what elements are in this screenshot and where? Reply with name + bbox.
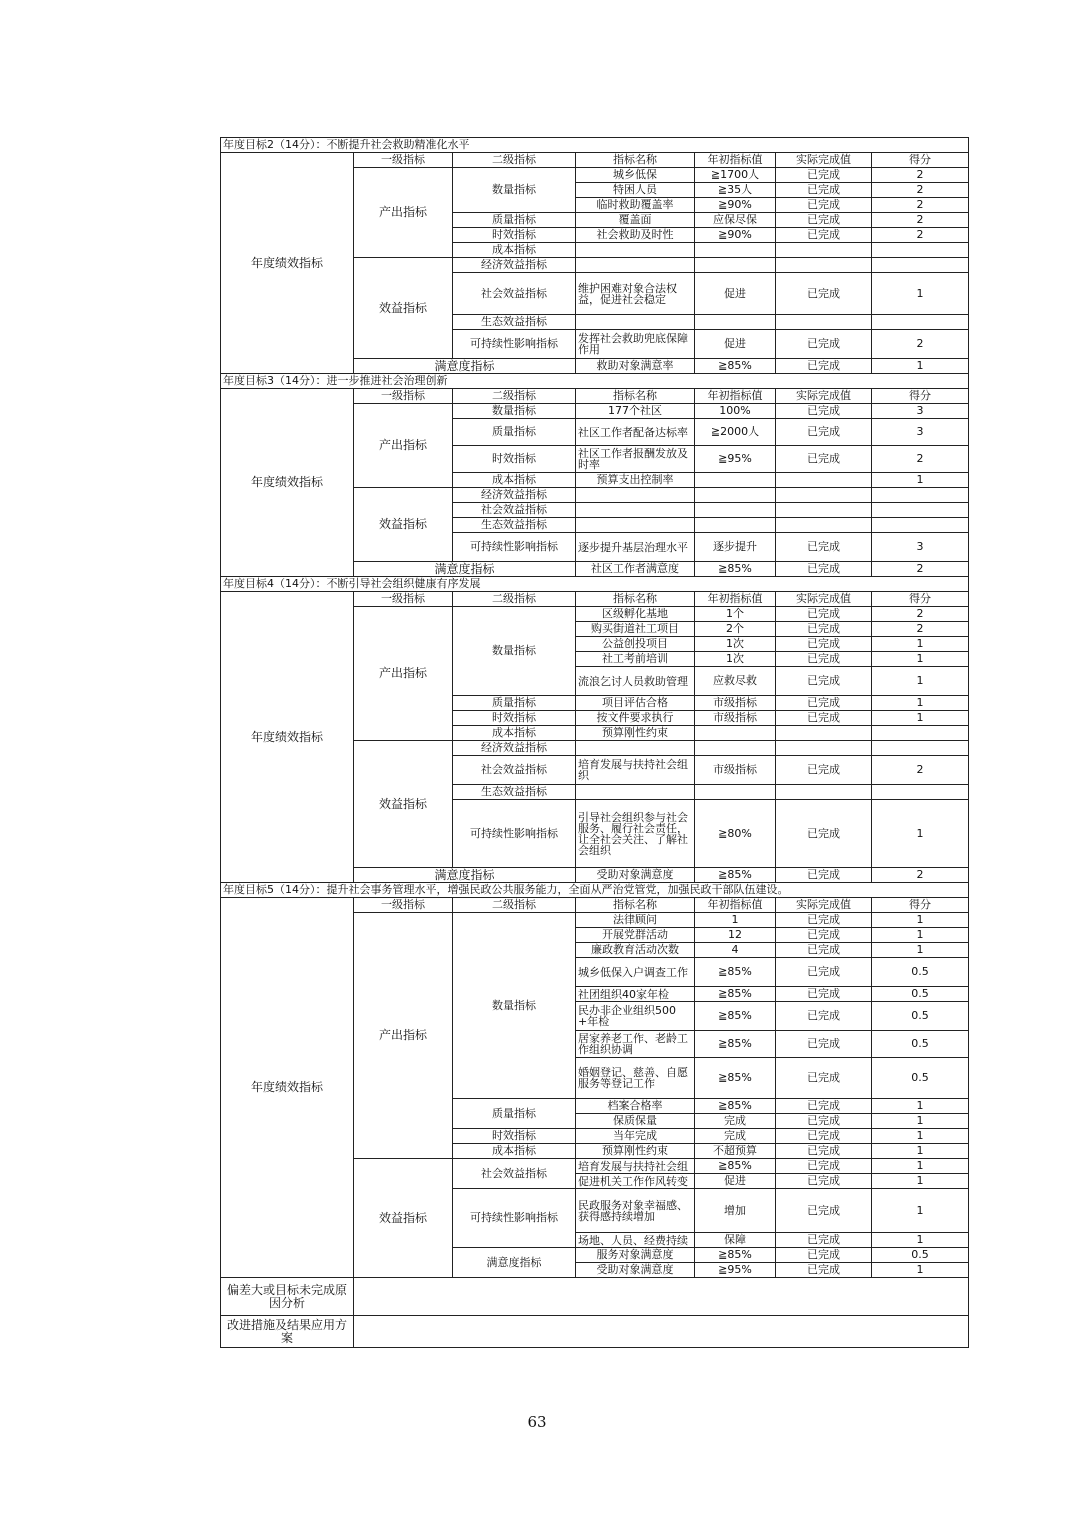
target-value: ≧85% [695,359,776,374]
actual-value: 已完成 [776,273,872,315]
level2-indicator: 时效指标 [453,711,576,726]
actual-value: 已完成 [776,987,872,1002]
header-cell: 得分 [872,898,969,913]
goal-title: 年度目标4（14分）：不断引导社会组织健康有序发展 [221,577,969,592]
actual-value: 已完成 [776,198,872,213]
level2-indicator: 数量指标 [453,913,576,1099]
target-value: ≧85% [695,562,776,577]
indicator-name: 民政服务对象幸福感、获得感持续增加 [576,1189,695,1233]
score: 2 [872,446,969,473]
actual-value: 已完成 [776,404,872,419]
header-cell: 实际完成值 [776,592,872,607]
indicator-name [576,741,695,756]
level2-indicator: 质量指标 [453,1099,576,1129]
header-cell: 年初指标值 [695,153,776,168]
indicator-name: 民办非企业组织500+年检 [576,1002,695,1031]
target-value: ≧2000人 [695,419,776,446]
indicator-name: 预算支出控制率 [576,473,695,488]
actual-value: 已完成 [776,928,872,943]
goal-title: 年度目标3（14分）：进一步推进社会治理创新 [221,374,969,389]
target-value: 12 [695,928,776,943]
performance-table [220,137,969,1348]
indicator-name: 社区工作者配备达标率 [576,419,695,446]
actual-value: 已完成 [776,1189,872,1233]
score [872,518,969,533]
level2-indicator: 数量指标 [453,404,576,419]
level2-indicator: 时效指标 [453,228,576,243]
score: 0.5 [872,1031,969,1058]
actual-value [776,243,872,258]
score: 2 [872,607,969,622]
indicator-name: 流浪乞讨人员救助管理 [576,667,695,696]
actual-value: 已完成 [776,533,872,562]
indicator-name: 逐步提升基层治理水平 [576,533,695,562]
header-cell: 一级指标 [354,592,453,607]
indicator-name [576,315,695,330]
actual-value [776,726,872,741]
indicator-name [576,488,695,503]
level2-indicator: 社会效益指标 [453,273,576,315]
perf-indicator-label: 年度绩效指标 [221,153,354,374]
actual-value: 已完成 [776,1159,872,1174]
score: 1 [872,637,969,652]
target-value: 1次 [695,652,776,667]
score: 2 [872,198,969,213]
indicator-name: 促进机关工作作风转变 [576,1174,695,1189]
indicator-name [576,258,695,273]
actual-value: 已完成 [776,562,872,577]
score: 0.5 [872,958,969,987]
target-value: 保障 [695,1233,776,1248]
target-value: ≧90% [695,228,776,243]
actual-value: 已完成 [776,228,872,243]
level1-indicator: 满意度指标 [354,868,576,883]
indicator-name: 临时救助覆盖率 [576,198,695,213]
score: 0.5 [872,1058,969,1099]
target-value: ≧85% [695,1099,776,1114]
target-value: 1次 [695,637,776,652]
level2-indicator: 社会效益指标 [453,756,576,785]
target-value: ≧95% [695,1263,776,1278]
level1-indicator: 产出指标 [354,404,453,488]
indicator-name: 档案合格率 [576,1099,695,1114]
target-value: 应保尽保 [695,213,776,228]
target-value [695,503,776,518]
indicator-name: 购买街道社工项目 [576,622,695,637]
target-value [695,315,776,330]
level1-indicator: 效益指标 [354,488,453,562]
indicator-name: 区级孵化基地 [576,607,695,622]
score: 3 [872,533,969,562]
level1-indicator: 效益指标 [354,1159,453,1278]
level2-indicator: 经济效益指标 [453,741,576,756]
actual-value: 已完成 [776,1263,872,1278]
actual-value: 已完成 [776,168,872,183]
actual-value [776,473,872,488]
actual-value: 已完成 [776,800,872,868]
level2-indicator: 可持续性影响指标 [453,533,576,562]
actual-value [776,785,872,800]
target-value [695,473,776,488]
improvement-plan-value [354,1316,969,1348]
score: 2 [872,868,969,883]
level1-indicator: 满意度指标 [354,562,576,577]
perf-indicator-label: 年度绩效指标 [221,389,354,577]
goal-title: 年度目标5（14分）：提升社会事务管理水平，增强民政公共服务能力，全面从严治党管党，加强民政干部队伍建设。 [221,883,969,898]
indicator-name [576,518,695,533]
indicator-name: 177个社区 [576,404,695,419]
score: 1 [872,1159,969,1174]
actual-value: 已完成 [776,1099,872,1114]
improvement-plan-label: 改进措施及结果应用方案 [221,1316,354,1348]
level2-indicator: 社会效益指标 [453,1159,576,1189]
score: 1 [872,696,969,711]
score: 1 [872,1099,969,1114]
header-cell: 实际完成值 [776,898,872,913]
level1-indicator: 效益指标 [354,741,453,868]
actual-value: 已完成 [776,1031,872,1058]
header-cell: 指标名称 [576,153,695,168]
header-cell: 指标名称 [576,592,695,607]
score: 1 [872,473,969,488]
score: 2 [872,622,969,637]
indicator-name: 社团组织40家年检 [576,987,695,1002]
header-cell: 指标名称 [576,898,695,913]
score: 2 [872,183,969,198]
score: 1 [872,1233,969,1248]
score: 1 [872,652,969,667]
target-value [695,741,776,756]
indicator-name: 社区工作者满意度 [576,562,695,577]
indicator-name: 开展党群活动 [576,928,695,943]
score: 1 [872,928,969,943]
target-value: 逐步提升 [695,533,776,562]
score: 1 [872,1263,969,1278]
header-cell: 得分 [872,153,969,168]
actual-value: 已完成 [776,1058,872,1099]
target-value: 促进 [695,330,776,359]
score: 2 [872,168,969,183]
actual-value: 已完成 [776,696,872,711]
level2-indicator: 生态效益指标 [453,315,576,330]
indicator-name: 法律顾问 [576,913,695,928]
target-value: 促进 [695,1174,776,1189]
score [872,741,969,756]
actual-value: 已完成 [776,1144,872,1159]
actual-value [776,503,872,518]
indicator-name: 公益创投项目 [576,637,695,652]
indicator-name: 特困人员 [576,183,695,198]
actual-value: 已完成 [776,330,872,359]
score [872,258,969,273]
target-value [695,488,776,503]
indicator-name [576,503,695,518]
score: 1 [872,800,969,868]
actual-value: 已完成 [776,419,872,446]
level2-indicator: 可持续性影响指标 [453,330,576,359]
indicator-name: 预算刚性约束 [576,726,695,741]
score: 2 [872,213,969,228]
target-value: ≧1700人 [695,168,776,183]
actual-value [776,315,872,330]
header-cell: 二级指标 [453,153,576,168]
indicator-name: 预算刚性约束 [576,1144,695,1159]
target-value [695,243,776,258]
score: 1 [872,273,969,315]
indicator-name: 受助对象满意度 [576,1263,695,1278]
level2-indicator: 成本指标 [453,726,576,741]
target-value: 不超预算 [695,1144,776,1159]
target-value: ≧85% [695,1002,776,1031]
indicator-name: 保质保量 [576,1114,695,1129]
level2-indicator: 经济效益指标 [453,258,576,273]
header-cell: 二级指标 [453,389,576,404]
score: 1 [872,913,969,928]
score [872,488,969,503]
target-value: ≧85% [695,1248,776,1263]
actual-value: 已完成 [776,756,872,785]
level2-indicator: 时效指标 [453,446,576,473]
actual-value [776,258,872,273]
actual-value: 已完成 [776,958,872,987]
header-cell: 二级指标 [453,898,576,913]
score: 3 [872,419,969,446]
level2-indicator: 数量指标 [453,168,576,213]
actual-value [776,741,872,756]
target-value: 2个 [695,622,776,637]
actual-value: 已完成 [776,607,872,622]
actual-value: 已完成 [776,868,872,883]
header-cell: 年初指标值 [695,389,776,404]
indicator-name: 城乡低保 [576,168,695,183]
actual-value [776,518,872,533]
level2-indicator: 成本指标 [453,243,576,258]
header-cell: 二级指标 [453,592,576,607]
actual-value: 已完成 [776,1129,872,1144]
level1-indicator: 满意度指标 [354,359,576,374]
indicator-name [576,243,695,258]
target-value: ≧85% [695,958,776,987]
level2-indicator: 成本指标 [453,473,576,488]
actual-value: 已完成 [776,183,872,198]
target-value: 应救尽救 [695,667,776,696]
target-value [695,518,776,533]
indicator-name: 社会救助及时性 [576,228,695,243]
score: 0.5 [872,1248,969,1263]
header-cell: 年初指标值 [695,898,776,913]
actual-value: 已完成 [776,213,872,228]
indicator-name: 社工考前培训 [576,652,695,667]
indicator-name: 受助对象满意度 [576,868,695,883]
indicator-name: 发挥社会救助兜底保障作用 [576,330,695,359]
perf-indicator-label: 年度绩效指标 [221,592,354,883]
header-cell: 实际完成值 [776,389,872,404]
level2-indicator: 时效指标 [453,1129,576,1144]
target-value: ≧95% [695,446,776,473]
score: 2 [872,562,969,577]
score: 0.5 [872,1002,969,1031]
perf-indicator-label: 年度绩效指标 [221,898,354,1278]
indicator-name: 维护困难对象合法权益，促进社会稳定 [576,273,695,315]
indicator-name: 场地、人员、经费持续 [576,1233,695,1248]
actual-value: 已完成 [776,446,872,473]
actual-value: 已完成 [776,667,872,696]
actual-value [776,488,872,503]
score: 1 [872,711,969,726]
indicator-name: 项目评估合格 [576,696,695,711]
actual-value: 已完成 [776,1002,872,1031]
target-value: ≧35人 [695,183,776,198]
target-value: ≧85% [695,1159,776,1174]
indicator-name: 按文件要求执行 [576,711,695,726]
target-value: 完成 [695,1114,776,1129]
deviation-analysis-label: 偏差大或目标未完成原因分析 [221,1278,354,1316]
header-cell: 实际完成值 [776,153,872,168]
target-value: 1 [695,913,776,928]
indicator-name [576,785,695,800]
score: 1 [872,943,969,958]
level2-indicator: 可持续性影响指标 [453,800,576,868]
score [872,243,969,258]
level2-indicator: 经济效益指标 [453,488,576,503]
actual-value: 已完成 [776,1233,872,1248]
score [872,503,969,518]
actual-value: 已完成 [776,913,872,928]
indicator-name: 培育发展与扶持社会组织 [576,756,695,785]
actual-value: 已完成 [776,622,872,637]
indicator-name: 城乡低保入户调查工作 [576,958,695,987]
score: 2 [872,228,969,243]
target-value: ≧85% [695,868,776,883]
header-cell: 一级指标 [354,898,453,913]
actual-value: 已完成 [776,637,872,652]
target-value: ≧85% [695,1058,776,1099]
level2-indicator: 质量指标 [453,696,576,711]
indicator-name: 婚姻登记、慈善、自愿服务等登记工作 [576,1058,695,1099]
score: 2 [872,756,969,785]
score [872,726,969,741]
header-cell: 得分 [872,592,969,607]
actual-value: 已完成 [776,359,872,374]
target-value [695,785,776,800]
level2-indicator: 满意度指标 [453,1248,576,1278]
target-value: 增加 [695,1189,776,1233]
score: 0.5 [872,987,969,1002]
indicator-name: 居家养老工作、老龄工作组织协调 [576,1031,695,1058]
indicator-name: 社区工作者报酬发放及时率 [576,446,695,473]
target-value: 完成 [695,1129,776,1144]
target-value: ≧85% [695,1031,776,1058]
level2-indicator: 数量指标 [453,607,576,696]
level1-indicator: 产出指标 [354,607,453,741]
level2-indicator: 社会效益指标 [453,503,576,518]
score [872,315,969,330]
indicator-name: 廉政教育活动次数 [576,943,695,958]
score: 1 [872,1189,969,1233]
level1-indicator: 效益指标 [354,258,453,359]
indicator-name: 引导社会组织参与社会服务、履行社会责任，让全社会关注、了解社会组织 [576,800,695,868]
level2-indicator: 成本指标 [453,1144,576,1159]
header-cell: 年初指标值 [695,592,776,607]
header-cell: 指标名称 [576,389,695,404]
actual-value: 已完成 [776,1114,872,1129]
target-value: 4 [695,943,776,958]
level2-indicator: 生态效益指标 [453,785,576,800]
header-cell: 一级指标 [354,389,453,404]
goal-title: 年度目标2（14分）：不断提升社会救助精准化水平 [221,138,969,153]
level2-indicator: 质量指标 [453,213,576,228]
deviation-analysis-value [354,1278,969,1316]
target-value: ≧90% [695,198,776,213]
score [872,785,969,800]
target-value: 市级指标 [695,756,776,785]
target-value: ≧85% [695,987,776,1002]
score: 1 [872,667,969,696]
score: 1 [872,1129,969,1144]
target-value [695,258,776,273]
target-value [695,726,776,741]
actual-value: 已完成 [776,652,872,667]
indicator-name: 覆盖面 [576,213,695,228]
score: 3 [872,404,969,419]
indicator-name: 救助对象满意率 [576,359,695,374]
actual-value: 已完成 [776,943,872,958]
target-value: 市级指标 [695,711,776,726]
target-value: 1个 [695,607,776,622]
indicator-name: 培育发展与扶持社会组 [576,1159,695,1174]
score: 1 [872,1114,969,1129]
target-value: ≧80% [695,800,776,868]
header-cell: 得分 [872,389,969,404]
indicator-name: 服务对象满意度 [576,1248,695,1263]
target-value: 100% [695,404,776,419]
target-value: 促进 [695,273,776,315]
level2-indicator: 可持续性影响指标 [453,1189,576,1248]
score: 1 [872,1174,969,1189]
indicator-name: 当年完成 [576,1129,695,1144]
score: 1 [872,1144,969,1159]
target-value: 市级指标 [695,696,776,711]
header-cell: 一级指标 [354,153,453,168]
level1-indicator: 产出指标 [354,168,453,258]
score: 1 [872,359,969,374]
actual-value: 已完成 [776,1174,872,1189]
actual-value: 已完成 [776,711,872,726]
level2-indicator: 生态效益指标 [453,518,576,533]
level2-indicator: 质量指标 [453,419,576,446]
score: 2 [872,330,969,359]
actual-value: 已完成 [776,1248,872,1263]
page-number: 63 [527,1413,547,1431]
level1-indicator: 产出指标 [354,913,453,1159]
